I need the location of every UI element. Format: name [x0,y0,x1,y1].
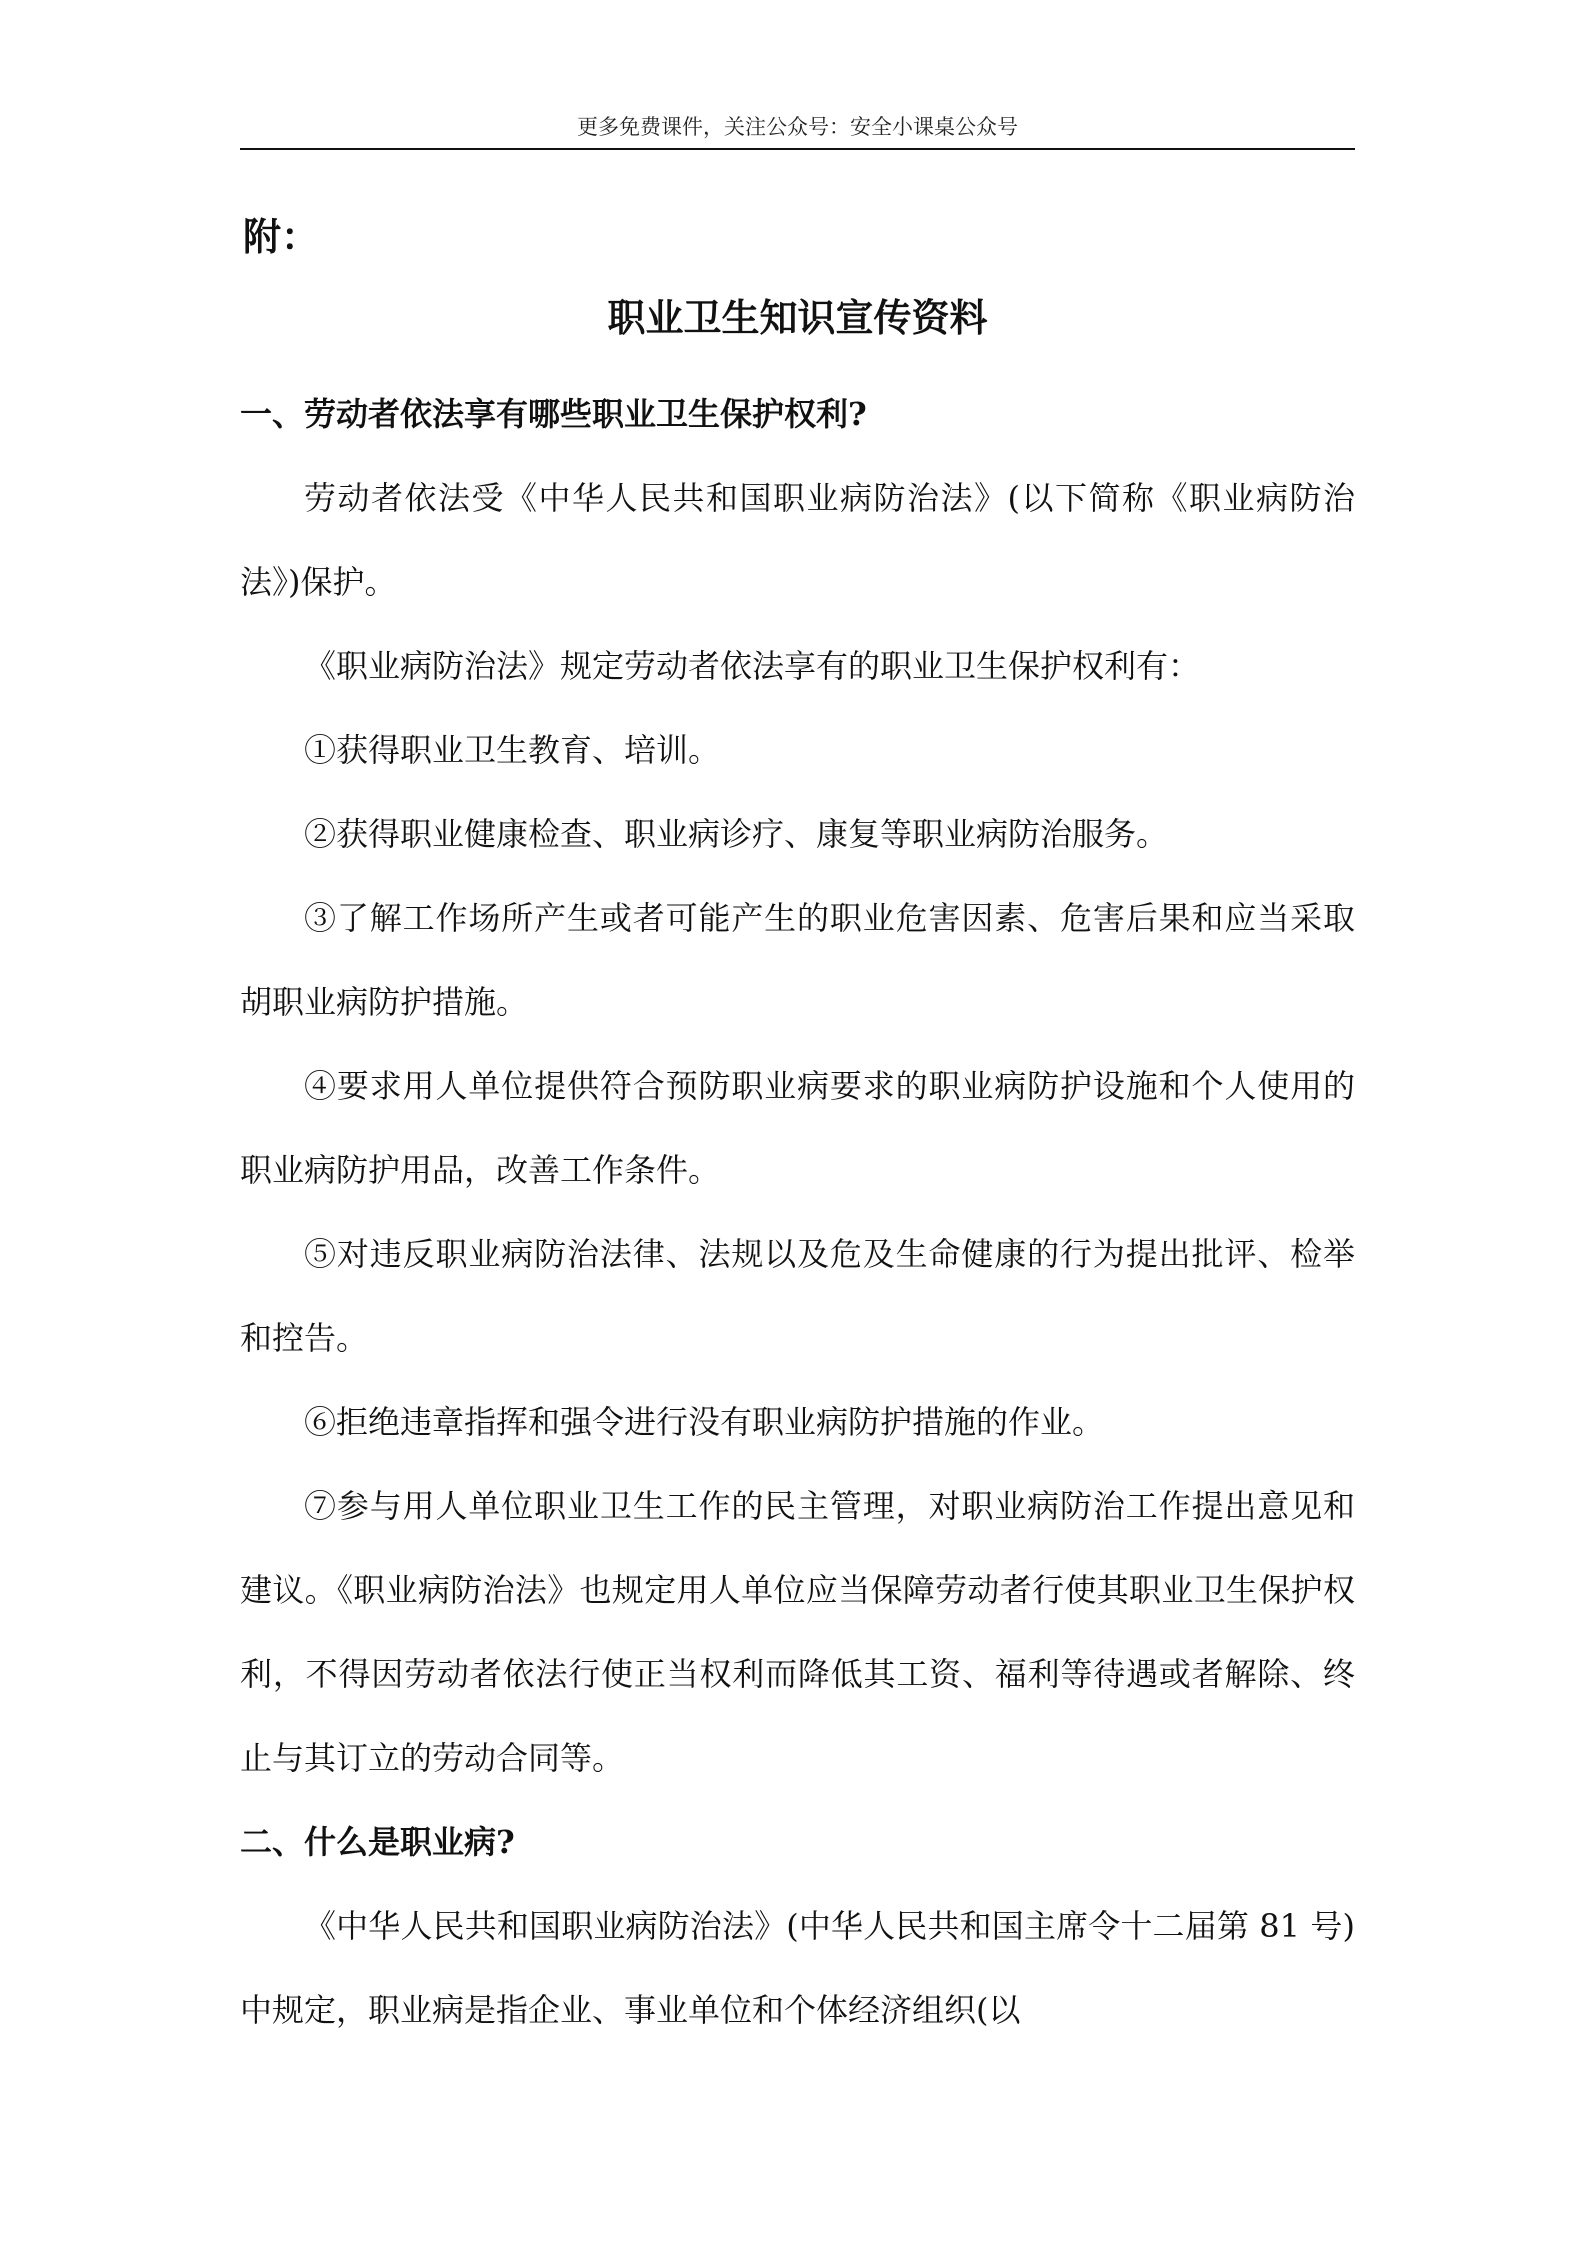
rights-list-item: ②获得职业健康检查、职业病诊疗、康复等职业病防治服务。 [304,815,1169,853]
document-body [240,372,1355,2052]
section-heading-occupational-disease: 二、什么是职业病? [240,1823,515,1861]
rights-list-item: ⑤对违反职业病防治法律、法规以及危及生命健康的行为提出批评、检举和控告。 [240,1235,1355,1357]
rights-list-item: ①获得职业卫生教育、培训。 [304,731,721,769]
page-header: 更多免费课件，关注公众号：安全小课桌公众号 [577,115,1018,139]
section-heading-rights: 一、劳动者依法享有哪些职业卫生保护权利? [240,395,867,433]
document-title: 职业卫生知识宣传资料 [607,295,988,340]
paragraph: 《中华人民共和国职业病防治法》(中华人民共和国主席令十二届第 81 号)中规定，职业病是指企业、事业单位和个体经济组织(以 [240,1907,1355,2029]
rights-list-item: ③了解工作场所产生或者可能产生的职业危害因素、危害后果和应当采取胡职业病防护措施。 [240,899,1355,1021]
paragraph: 《职业病防治法》规定劳动者依法享有的职业卫生保护权利有： [304,647,1201,685]
paragraph: 劳动者依法受《中华人民共和国职业病防治法》(以下简称《职业病防治法》)保护。 [240,479,1355,601]
attachment-label: 附： [243,214,320,259]
rights-list-item: ⑦参与用人单位职业卫生工作的民主管理，对职业病防治工作提出意见和建议。《职业病防治法》也规定用人单位应当保障劳动者行使其职业卫生保护权利，不得因劳动者依法行使正当权利而降低其工资、福利等待遇或者解除、终止与其订立的劳动合同等。 [240,1487,1355,1777]
rights-list-item: ④要求用人单位提供符合预防职业病要求的职业病防护设施和个人使用的职业病防护用品，改善工作条件。 [240,1067,1355,1189]
rights-list-item: ⑥拒绝违章指挥和强令进行没有职业病防护措施的作业。 [304,1403,1105,1441]
header-divider [240,148,1355,150]
